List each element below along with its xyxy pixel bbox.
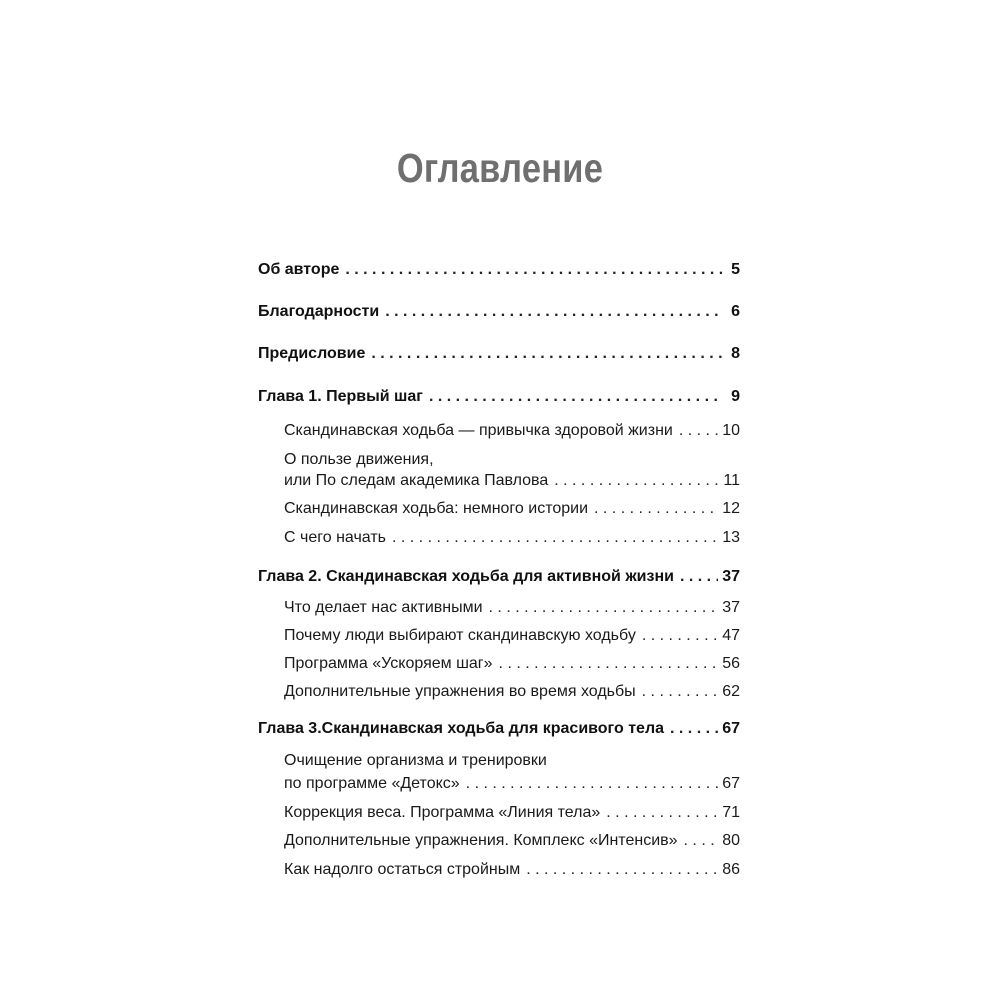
toc-entry-page: 67 bbox=[722, 720, 740, 737]
toc-section-page: 71 bbox=[722, 804, 740, 821]
toc-entry-page: 6 bbox=[731, 303, 740, 320]
dot-leader bbox=[554, 470, 719, 492]
dot-leader bbox=[526, 859, 718, 881]
toc-section-title: Как надолго остаться стройным bbox=[284, 861, 521, 878]
toc-section-title: Что делает нас активными bbox=[284, 599, 483, 616]
toc-section-page: 86 bbox=[722, 861, 740, 878]
page-title: Оглавление bbox=[396, 145, 604, 191]
toc-section-page: 80 bbox=[722, 832, 740, 849]
toc-section-title: С чего начать bbox=[284, 529, 386, 546]
toc-entry-page: 9 bbox=[731, 388, 740, 405]
toc-section-title: Скандинавская ходьба — привычка здоровой жизни bbox=[284, 422, 673, 439]
toc-section-3-1[interactable] bbox=[284, 773, 740, 795]
toc-section-title: Дополнительные упражнения во время ходьбы bbox=[284, 683, 636, 700]
toc-entry-title: Глава 1. Первый шаг bbox=[258, 388, 423, 405]
toc-section-2-4[interactable] bbox=[284, 681, 740, 703]
dot-leader bbox=[489, 597, 719, 619]
table-of-contents bbox=[258, 0, 740, 1000]
toc-section-title: Коррекция веса. Программа «Линия тела» bbox=[284, 804, 601, 821]
toc-section-page: 62 bbox=[722, 683, 740, 700]
toc-section-title: Дополнительные упражнения. Комплекс «Интенсив» bbox=[284, 832, 678, 849]
toc-section-1-3[interactable] bbox=[284, 498, 740, 520]
dot-leader bbox=[392, 527, 718, 549]
toc-entry-chapter-2[interactable] bbox=[258, 566, 740, 588]
dot-leader bbox=[345, 259, 722, 281]
toc-entry-chapter-3[interactable] bbox=[258, 718, 740, 740]
toc-section-3-1-line1: Очищение организма и тренировки bbox=[284, 752, 547, 769]
dot-leader bbox=[499, 653, 719, 675]
toc-section-title: Почему люди выбирают скандинавскую ходьбу bbox=[284, 627, 636, 644]
toc-entry-page: 5 bbox=[731, 261, 740, 278]
dot-leader bbox=[371, 343, 722, 365]
dot-leader bbox=[606, 802, 718, 824]
toc-section-page: 10 bbox=[722, 422, 740, 439]
toc-entry-about-author[interactable] bbox=[258, 259, 740, 281]
dot-leader bbox=[466, 773, 719, 795]
toc-section-page: 67 bbox=[722, 775, 740, 792]
dot-leader bbox=[642, 681, 719, 703]
toc-section-1-2-line1: О пользе движения, bbox=[284, 451, 434, 468]
dot-leader bbox=[679, 420, 718, 442]
toc-entry-page: 37 bbox=[722, 568, 740, 585]
toc-entry-title: Глава 3.Скандинавская ходьба для красивого тела bbox=[258, 720, 665, 737]
toc-entry-title: Глава 2. Скандинавская ходьба для активной жизни bbox=[258, 568, 674, 585]
dot-leader bbox=[684, 830, 719, 852]
toc-section-page: 47 bbox=[722, 627, 740, 644]
toc-section-2-2[interactable] bbox=[284, 625, 740, 647]
toc-section-page: 13 bbox=[722, 529, 740, 546]
toc-entry-preface[interactable] bbox=[258, 343, 740, 365]
toc-section-3-4[interactable] bbox=[284, 859, 740, 881]
toc-section-1-2[interactable] bbox=[284, 470, 740, 492]
toc-section-page: 11 bbox=[723, 472, 740, 489]
toc-section-2-1[interactable] bbox=[284, 597, 740, 619]
dot-leader bbox=[429, 386, 722, 408]
toc-section-title: Программа «Ускоряем шаг» bbox=[284, 655, 493, 672]
toc-section-page: 37 bbox=[722, 599, 740, 616]
toc-section-3-3[interactable] bbox=[284, 830, 740, 852]
toc-section-title: по программе «Детокс» bbox=[284, 775, 460, 792]
toc-section-3-2[interactable] bbox=[284, 802, 740, 824]
toc-section-2-3[interactable] bbox=[284, 653, 740, 675]
toc-section-page: 12 bbox=[722, 500, 740, 517]
toc-section-title: или По следам академика Павлова bbox=[284, 472, 549, 489]
toc-section-1-4[interactable] bbox=[284, 527, 740, 549]
dot-leader bbox=[642, 625, 718, 647]
toc-section-1-1[interactable] bbox=[284, 420, 740, 442]
toc-entry-title: Предисловие bbox=[258, 345, 366, 362]
dot-leader bbox=[670, 718, 718, 740]
toc-entry-chapter-1[interactable] bbox=[258, 386, 740, 408]
toc-entry-acknowledgements[interactable] bbox=[258, 301, 740, 323]
toc-entry-title: Об авторе bbox=[258, 261, 340, 278]
toc-entry-page: 8 bbox=[731, 345, 740, 362]
dot-leader bbox=[385, 301, 722, 323]
dot-leader bbox=[680, 566, 718, 588]
toc-section-title: Скандинавская ходьба: немного истории bbox=[284, 500, 589, 517]
toc-section-page: 56 bbox=[722, 655, 740, 672]
toc-entry-title: Благодарности bbox=[258, 303, 380, 320]
dot-leader bbox=[594, 498, 718, 520]
